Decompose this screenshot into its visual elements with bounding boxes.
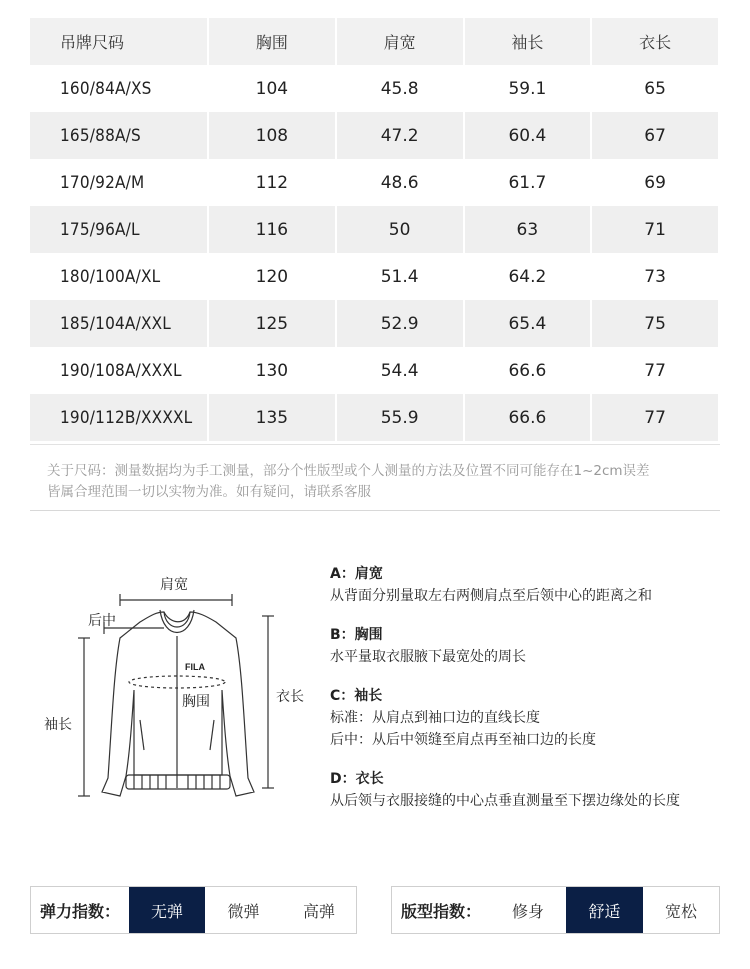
size-label-cell: 175/96A/L (30, 206, 208, 253)
measurement-cell: 63 (464, 206, 592, 253)
measurement-cell: 108 (208, 112, 336, 159)
measurement-cell: 116 (208, 206, 336, 253)
measurement-cell: 125 (208, 300, 336, 347)
definition-title: A：肩宽 (330, 566, 383, 582)
definition-text: 标准：从肩点到袖口边的直线长度 (330, 710, 540, 726)
definition-text: 水平量取衣服腋下最宽处的周长 (330, 649, 526, 665)
definition-title: C：袖长 (330, 688, 383, 704)
measurement-cell: 64.2 (464, 253, 592, 300)
size-table-header (30, 18, 719, 65)
measurement-cell: 50 (336, 206, 464, 253)
measurement-cell: 135 (208, 394, 336, 441)
divider (30, 510, 720, 511)
measurement-cell: 73 (591, 253, 719, 300)
elasticity-label: 弹力指数： (39, 901, 120, 921)
note-line-1: 关于尺码：测量数据均为手工测量，部分个性版型或个人测量的方法及位置不同可能存在1~2cm误差 (47, 463, 650, 479)
table-row (30, 112, 719, 159)
label-length: 衣长 (276, 689, 304, 705)
size-label-cell: 170/92A/M (30, 159, 208, 206)
measurement-cell: 69 (591, 159, 719, 206)
label-shoulder: 肩宽 (160, 577, 188, 593)
header-cell: 肩宽 (336, 18, 464, 65)
table-row (30, 300, 719, 347)
elasticity-option-none[interactable]: 无弹 (129, 887, 205, 933)
table-row (30, 159, 719, 206)
definition-chest (330, 624, 740, 668)
header-cell: 胸围 (208, 18, 336, 65)
fit-option-comfort[interactable]: 舒适 (566, 887, 643, 933)
elasticity-option-high[interactable]: 高弹 (302, 901, 335, 921)
size-label-cell: 160/84A/XS (30, 65, 208, 112)
table-row (30, 347, 719, 394)
definition-length (330, 768, 740, 812)
divider (30, 444, 720, 445)
size-table-body (30, 65, 719, 441)
fit-label: 版型指数： (400, 901, 481, 921)
definition-text: 后中：从后中领缝至肩点再至袖口边的长度 (330, 732, 596, 748)
measurement-cell: 67 (591, 112, 719, 159)
measurement-cell: 59.1 (464, 65, 592, 112)
brand-logo: FILA (185, 662, 205, 672)
size-label-cell: 165/88A/S (30, 112, 208, 159)
measurement-cell: 112 (208, 159, 336, 206)
measurement-cell: 65.4 (464, 300, 592, 347)
header-cell: 袖长 (464, 18, 592, 65)
jacket-diagram (40, 560, 320, 820)
measurement-cell: 104 (208, 65, 336, 112)
measurement-cell: 65 (591, 65, 719, 112)
definition-text: 从背面分别量取左右两侧肩点至后领中心的距离之和 (330, 588, 652, 604)
label-sleeve: 袖长 (44, 717, 72, 733)
measurement-definitions (330, 563, 740, 829)
definition-shoulder (330, 563, 740, 607)
measurement-cell: 52.9 (336, 300, 464, 347)
label-back-center: 后中 (88, 613, 116, 629)
measurement-cell: 45.8 (336, 65, 464, 112)
fit-option-slim[interactable]: 修身 (511, 901, 544, 921)
measurement-cell: 77 (591, 394, 719, 441)
size-table (30, 18, 720, 441)
measurement-cell: 51.4 (336, 253, 464, 300)
measurement-cell: 75 (591, 300, 719, 347)
table-row (30, 206, 719, 253)
label-chest: 胸围 (182, 694, 210, 710)
measurement-cell: 60.4 (464, 112, 592, 159)
definition-title: B：胸围 (330, 627, 383, 643)
measurement-cell: 54.4 (336, 347, 464, 394)
measurement-cell: 71 (591, 206, 719, 253)
size-label-cell: 190/108A/XXXL (30, 347, 208, 394)
size-label-cell: 180/100A/XL (30, 253, 208, 300)
fit-option-loose[interactable]: 宽松 (664, 901, 697, 921)
measurement-cell: 130 (208, 347, 336, 394)
definition-text: 从后领与衣服接缝的中心点垂直测量至下摆边缘处的长度 (330, 793, 680, 809)
header-cell: 吊牌尺码 (30, 18, 208, 65)
size-note (47, 461, 727, 503)
measurement-cell: 77 (591, 347, 719, 394)
elasticity-option-slight[interactable]: 微弹 (227, 901, 260, 921)
measurement-cell: 120 (208, 253, 336, 300)
fit-index (391, 886, 720, 934)
note-line-2: 皆属合理范围一切以实物为准。如有疑问，请联系客服 (47, 484, 371, 500)
measurement-cell: 66.6 (464, 347, 592, 394)
definition-sleeve (330, 685, 740, 751)
measurement-cell: 55.9 (336, 394, 464, 441)
measurement-cell: 61.7 (464, 159, 592, 206)
definition-title: D：衣长 (330, 771, 384, 787)
header-cell: 衣长 (591, 18, 719, 65)
table-row (30, 253, 719, 300)
size-label-cell: 185/104A/XXL (30, 300, 208, 347)
measurement-cell: 66.6 (464, 394, 592, 441)
measurement-cell: 48.6 (336, 159, 464, 206)
size-label-cell: 190/112B/XXXXL (30, 394, 208, 441)
elasticity-index (30, 886, 357, 934)
table-row (30, 394, 719, 441)
measurement-cell: 47.2 (336, 112, 464, 159)
table-row (30, 65, 719, 112)
